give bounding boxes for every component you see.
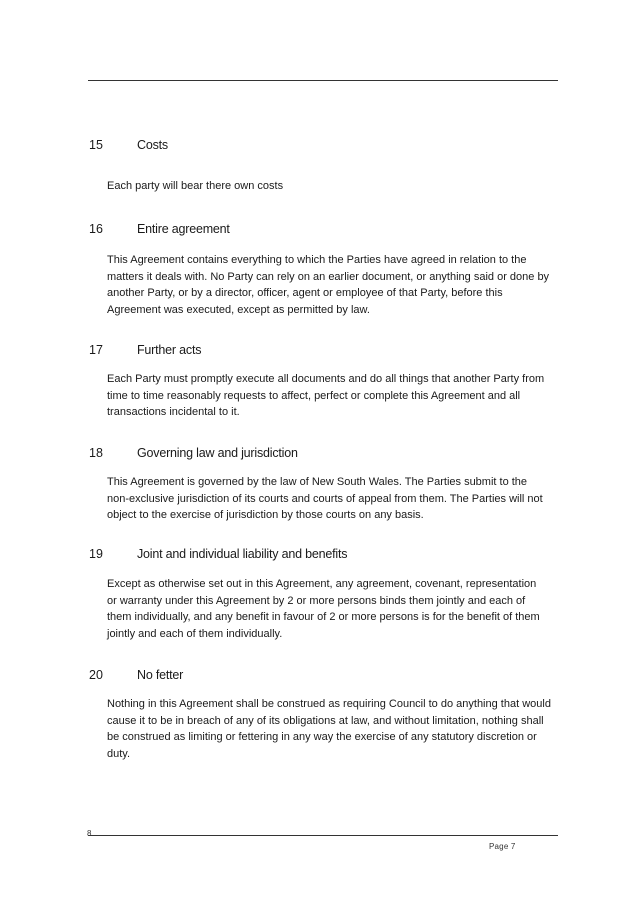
section-number: 20 bbox=[89, 668, 103, 682]
section-number: 15 bbox=[89, 138, 103, 152]
section-body: Nothing in this Agreement shall be construed as requiring Council to do anything that would cause it to be in breach of any of its obligations at law, and without limitation, nothing shall be construed as limiting or fettering in any way the exercise of any statutory discretion or duty. bbox=[107, 698, 551, 760]
header-rule bbox=[88, 80, 558, 81]
section-body: Each party will bear there own costs bbox=[107, 180, 284, 192]
section-heading: Further acts bbox=[137, 343, 202, 357]
section-body: This Agreement is governed by the law of New South Wales. The Parties submit to the non-exclusive jurisdiction of its courts and courts of appeal from them. The Parties will not object to the exercise of jurisdiction by those courts on any basis. bbox=[107, 476, 543, 521]
section-number: 16 bbox=[89, 222, 103, 236]
section-body: This Agreement contains everything to which the Parties have agreed in relation to the matters it deals with. No Party can rely on an earlier document, or anything said or done by another Party, or by a director, officer, agent or employee of that Party, before this Agreement was executed, except as permitted by law. bbox=[107, 254, 550, 316]
section-number: 19 bbox=[89, 547, 103, 561]
page-number: Page 7 bbox=[489, 842, 516, 851]
section-heading: No fetter bbox=[137, 668, 184, 682]
section-heading: Governing law and jurisdiction bbox=[137, 446, 298, 460]
section-number: 17 bbox=[89, 343, 103, 357]
section-number: 18 bbox=[89, 446, 103, 460]
section-heading: Costs bbox=[137, 138, 168, 152]
section-heading: Entire agreement bbox=[137, 222, 230, 236]
section-body: Except as otherwise set out in this Agreement, any agreement, covenant, representation or warranty under this Agreement by 2 or more persons binds them jointly and each of them individually, and any benefit in favour of 2 or more persons is for the benefit of them jointly and each of them individually. bbox=[107, 578, 540, 640]
section-heading: Joint and individual liability and benefits bbox=[137, 547, 348, 561]
section-body: Each Party must promptly execute all documents and do all things that another Party from time to time reasonably requests to affect, perfect or complete this Agreement and all transactions incidental to it. bbox=[107, 373, 545, 418]
footer-corner-mark: 8 bbox=[87, 829, 92, 838]
footer-rule bbox=[88, 835, 558, 836]
